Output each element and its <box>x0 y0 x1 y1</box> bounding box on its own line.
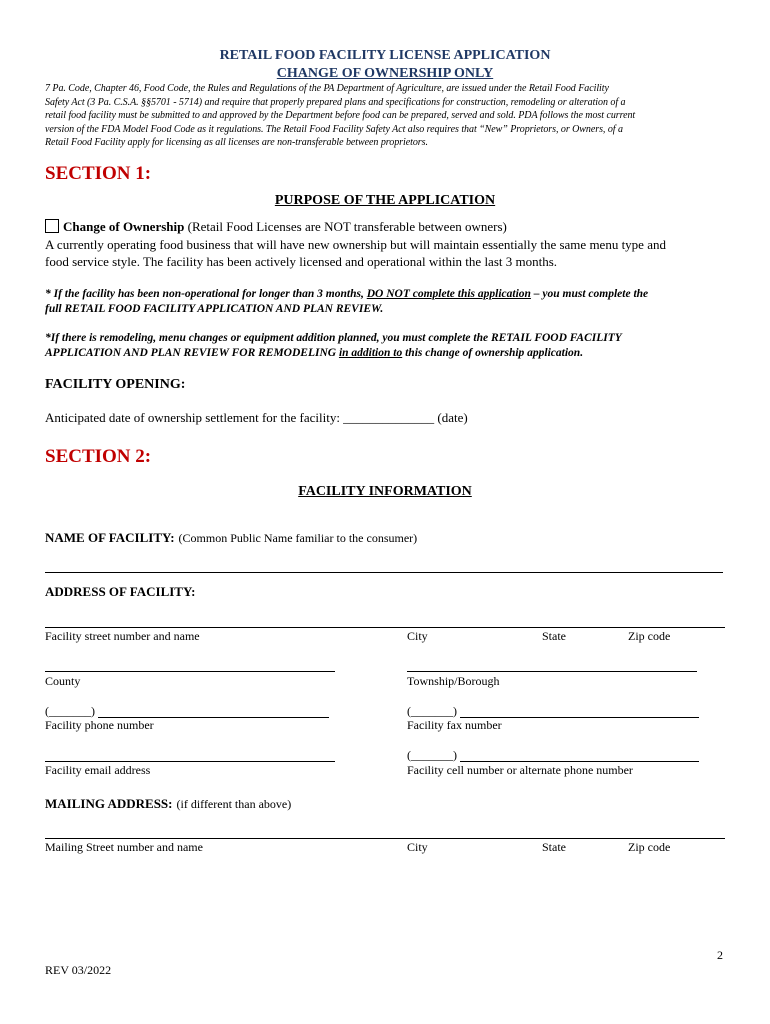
county-label: County <box>45 674 81 688</box>
remodeling-note: *If there is remodeling, menu changes or equipment addition planned, you must complete the RETAIL FOOD FACILITY <box>45 332 622 344</box>
phone-label: Facility phone number <box>45 718 154 732</box>
facility-information-heading: FACILITY INFORMATION <box>298 484 472 499</box>
cell-area-code[interactable]: (_______) <box>407 748 457 762</box>
checkbox-label: Change of Ownership <box>63 219 185 234</box>
form-subtitle: CHANGE OF OWNERSHIP ONLY <box>276 66 494 81</box>
mailing-city-label: City <box>407 840 428 854</box>
cell-label: Facility cell number or alternate phone number <box>407 763 633 777</box>
mailing-state-label: State <box>542 840 566 854</box>
phone-area-code[interactable]: (_______) <box>45 704 95 718</box>
facility-name-line[interactable] <box>45 572 723 573</box>
city-label: City <box>407 629 428 643</box>
address-of-facility-heading: ADDRESS OF FACILITY: <box>45 584 196 599</box>
township-label: Township/Borough <box>407 674 500 688</box>
county-line[interactable] <box>45 671 335 672</box>
state-label: State <box>542 629 566 643</box>
facility-name-label: NAME OF FACILITY: (Common Public Name familiar to the consumer) <box>45 530 418 545</box>
purpose-heading: PURPOSE OF THE APPLICATION <box>274 193 496 208</box>
remodeling-note-line-2: APPLICATION AND PLAN REVIEW FOR REMODELING in addition to this change of ownership application. <box>45 347 584 359</box>
email-line[interactable] <box>45 761 335 762</box>
section-1-label: SECTION 1: <box>45 163 152 184</box>
section-2-label: SECTION 2: <box>45 446 152 467</box>
township-line[interactable] <box>407 671 697 672</box>
mailing-address-line[interactable] <box>45 838 725 839</box>
facility-address-line[interactable] <box>45 627 725 628</box>
non-operational-note: * If the facility has been non-operational for longer than 3 months, DO NOT complete this application – you must complete the <box>45 288 649 300</box>
mailing-zip-label: Zip code <box>628 840 671 854</box>
zip-label: Zip code <box>628 629 671 643</box>
settlement-date-field[interactable]: Anticipated date of ownership settlement for the facility: ______________ (date) <box>45 410 468 425</box>
form-title: RETAIL FOOD FACILITY LICENSE APPLICATION <box>219 48 551 63</box>
checkbox-note: (Retail Food Licenses are NOT transferable between owners) <box>187 219 507 234</box>
revision-label: REV 03/2022 <box>45 963 112 977</box>
fax-label: Facility fax number <box>407 718 502 732</box>
mailing-street-label: Mailing Street number and name <box>45 840 203 854</box>
page-number: 2 <box>717 948 723 962</box>
non-operational-note-line-2: full RETAIL FOOD FACILITY APPLICATION AND PLAN REVIEW. <box>45 303 384 315</box>
purpose-description-line-2: food service style. The facility has been actively licensed and operational within the last 3 months. <box>45 254 558 269</box>
change-of-ownership-option[interactable] <box>45 219 507 235</box>
checkbox-icon[interactable] <box>45 219 59 233</box>
mailing-address-heading: MAILING ADDRESS: (if different than above) <box>45 796 292 811</box>
purpose-description-line-1: A currently operating food business that will have new ownership but will maintain essentially the same menu type and <box>45 237 666 252</box>
cell-line[interactable] <box>460 761 699 762</box>
fax-area-code[interactable]: (_______) <box>407 704 457 718</box>
email-label: Facility email address <box>45 763 151 777</box>
intro-paragraph: 7 Pa. Code, Chapter 46, Food Code, the Rules and Regulations of the PA Department of Agriculture, are issued under the Retail Food Facility Safety Act (3 Pa. C.S.A. §§5701 - 5714) and require that properly prepared plans and specifications for construction, remodeling or alteration of a retail food facility must be submitted to and approved by the Department before food can be prepared, served and sold. PDA follows the most current version of the FDA Model Food Code as it regulations. The Retail Food Facility Safety Act also requires that “New” Proprietors, or Owners, of a Retail Food Facility apply for licensing as all licenses are non-transferable between proprietors. <box>45 83 636 148</box>
street-label: Facility street number and name <box>45 629 200 643</box>
facility-opening-heading: FACILITY OPENING: <box>45 377 186 392</box>
